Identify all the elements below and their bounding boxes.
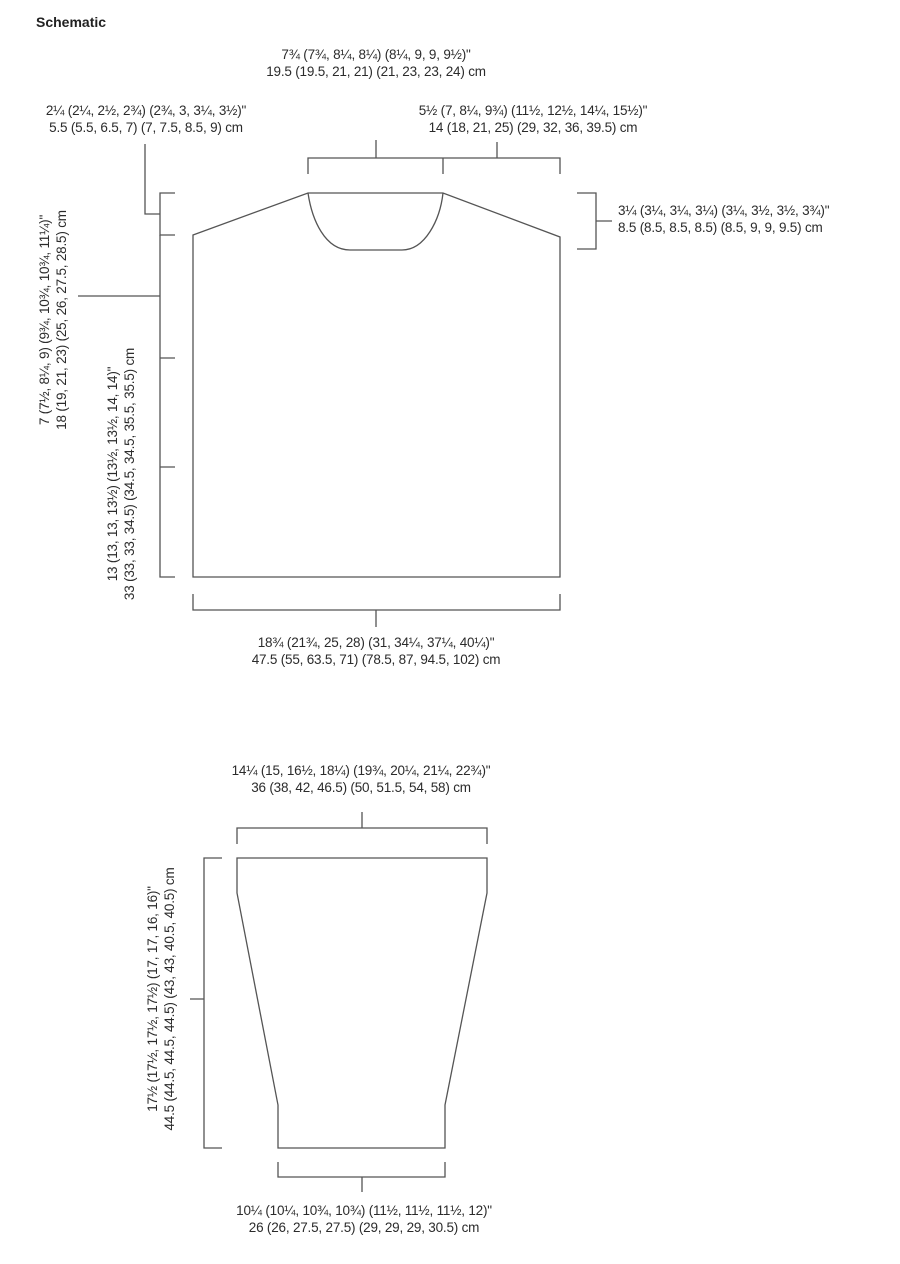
shoulder-width-imperial: 5½ (7, 8¼, 9¾) (11½, 12½, 14¼, 15½)" [418, 103, 648, 118]
armhole-depth-label [36, 188, 70, 452]
shoulder-slope-imperial: 3¼ (3¼, 3¼, 3¼) (3¼, 3½, 3½, 3¾)" [618, 203, 830, 218]
shoulder-slope-label [618, 202, 829, 236]
shoulder-slope-metric: 8.5 (8.5, 8.5, 8.5) (8.5, 9, 9, 9.5) cm [618, 220, 823, 235]
sleeve-length-label [144, 841, 178, 1157]
side-length-metric: 33 (33, 33, 34.5) (34.5, 34.5, 35.5, 35.5) cm [122, 347, 137, 601]
sleeve-top-bracket [237, 812, 487, 844]
neck-width-label [240, 46, 512, 80]
body-width-label [226, 634, 526, 668]
neckline-curve [308, 193, 443, 250]
cuff-width-imperial: 10¼ (10¼, 10¾, 10¾) (11½, 11½, 11½, 12)" [236, 1203, 492, 1218]
side-length-label [104, 336, 138, 612]
cuff-width-label [194, 1202, 534, 1236]
armhole-depth-metric: 18 (19, 21, 23) (25, 26, 27.5, 28.5) cm [54, 210, 69, 430]
body-width-imperial: 18¾ (21¾, 25, 28) (31, 34¼, 37¼, 40¼)" [257, 635, 495, 650]
shoulder-slope-bracket [577, 193, 612, 249]
neck-width-imperial: 7¾ (7¾, 8¼, 8¼) (8¼, 9, 9, 9½)" [281, 47, 471, 62]
body-width-metric: 47.5 (55, 63.5, 71) (78.5, 87, 94.5, 102) cm [251, 652, 501, 667]
neck-drop-bracket [160, 193, 175, 235]
sleeve-top-width-label [196, 762, 526, 796]
cuff-bracket [278, 1162, 445, 1192]
neck-width-metric: 19.5 (19.5, 21, 21) (21, 23, 23, 24) cm [266, 64, 486, 79]
shoulder-width-metric: 14 (18, 21, 25) (29, 32, 36, 39.5) cm [428, 120, 638, 135]
sleeve-top-width-metric: 36 (38, 42, 46.5) (50, 51.5, 54, 58) cm [251, 780, 471, 795]
sleeve-length-metric: 44.5 (44.5, 44.5, 44.5) (43, 43, 40.5, 40.5) cm [162, 867, 177, 1131]
sleeve-outline [237, 858, 487, 1148]
neck-drop-metric: 5.5 (5.5, 6.5, 7) (7, 7.5, 8.5, 9) cm [49, 120, 243, 135]
neck-width-bracket [308, 140, 560, 174]
neck-drop-imperial: 2¼ (2¼, 2½, 2¾) (2¾, 3, 3¼, 3½)" [45, 103, 247, 118]
schematic-title: Schematic [36, 14, 107, 30]
neck-drop-label [12, 102, 280, 136]
armhole-bracket [160, 235, 175, 577]
armhole-depth-imperial: 7 (7½, 8¼, 9) (9¾, 10¾, 10¾, 11¼)" [37, 214, 52, 426]
side-length-imperial: 13 (13, 13, 13½) (13½, 13½, 14, 14)" [105, 366, 120, 582]
shoulder-width-label [386, 102, 680, 136]
sleeve-top-width-imperial: 14¼ (15, 16½, 18¼) (19¾, 20¼, 21¼, 22¾)" [231, 763, 491, 778]
cuff-width-metric: 26 (26, 27.5, 27.5) (29, 29, 29, 30.5) cm [248, 1220, 480, 1235]
neck-drop-leader [145, 144, 160, 214]
sleeve-length-imperial: 17½ (17½, 17½, 17½) (17, 17, 16, 16)" [145, 886, 160, 1112]
sleeve-length-bracket [190, 858, 222, 1148]
body-width-bracket [193, 594, 560, 627]
